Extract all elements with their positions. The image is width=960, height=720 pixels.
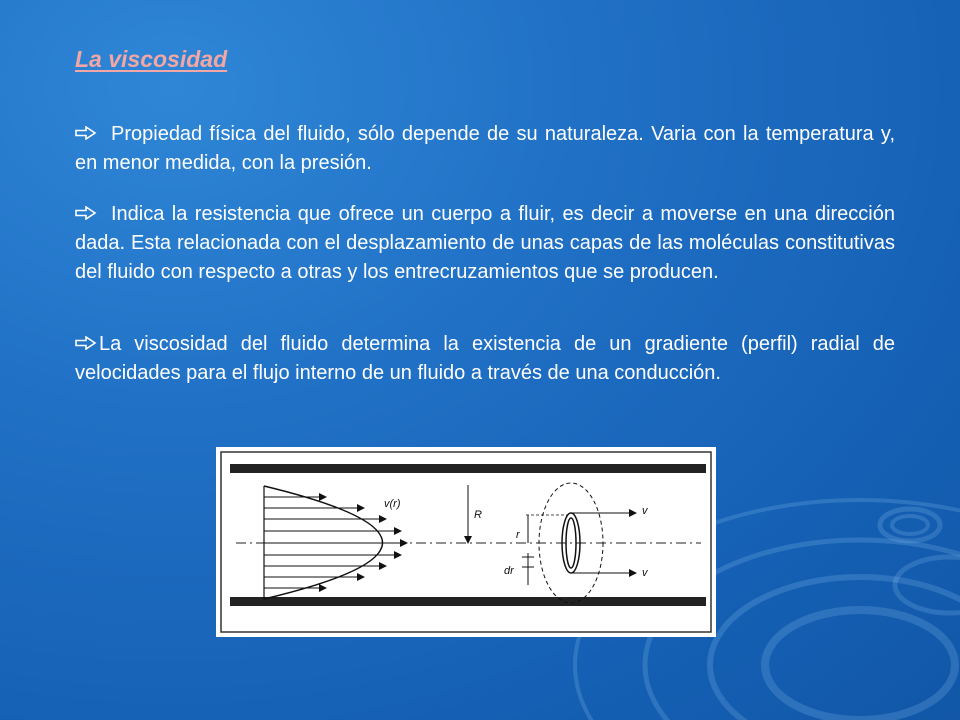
pipe-wall-top (230, 464, 706, 473)
pipe-velocity-profile-diagram (216, 447, 716, 637)
velocity-profile-label: v(r) (384, 498, 401, 510)
paragraph-3-text: La viscosidad del fluido determina la existencia de un gradiente (perfil) radial de velocidades para el flujo interno de un fluido a través de una conducción. (75, 333, 895, 384)
pipe-flow-illustration (216, 447, 716, 637)
v-top-label: v (642, 505, 648, 517)
paragraph-3 (75, 330, 895, 388)
slide-title: La viscosidad (75, 46, 228, 72)
paragraph-2 (75, 200, 895, 287)
arrow-right-outline-icon (75, 206, 97, 220)
radius-label: R (474, 509, 482, 521)
r-label: r (516, 529, 520, 541)
arrow-right-outline-icon (75, 336, 97, 350)
paragraph-1 (75, 120, 895, 178)
paragraph-1-text: Propiedad física del fluido, sólo depende de su naturaleza. Varia con la temperatura y, en menor medida, con la presión. (75, 123, 895, 174)
v-bottom-label: v (642, 567, 648, 579)
paragraph-2-text: Indica la resistencia que ofrece un cuerpo a fluir, es decir a moverse en una dirección dada. Esta relacionada con el desplazamiento de unas capas de las moléculas constitutivas del fluido con respecto a otras y los entrecruzamientos que se producen. (75, 203, 895, 283)
pipe-wall-bottom (230, 597, 706, 606)
dr-label: dr (504, 565, 514, 577)
arrow-right-outline-icon (75, 126, 97, 140)
